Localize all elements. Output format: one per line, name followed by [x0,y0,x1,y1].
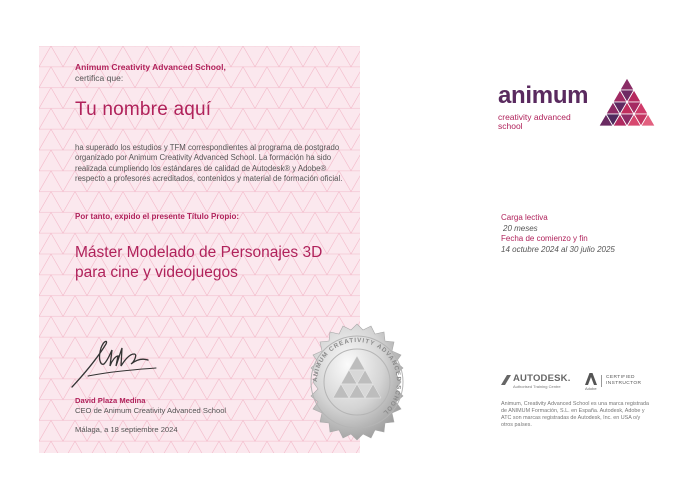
autodesk-icon [501,375,511,385]
signer-role: CEO de Animum Creativity Advanced School [75,405,227,415]
autodesk-name: AUTODESK. [513,373,571,384]
silver-seal [297,322,417,442]
signer-name: David Plaza Medina [75,396,146,405]
place-date: Málaga, a 18 septiembre 2024 [75,425,178,434]
logo-tagline [498,113,571,131]
partner-logos [501,373,651,395]
issuer-block [75,62,226,84]
signer-block [75,396,226,415]
triangle-logo-icon [598,78,656,130]
dates-label: Fecha de comienzo y fin [501,234,588,243]
expido-text: Por tanto, expido el presente Título Propio: [75,212,240,221]
signature [68,332,163,392]
autodesk-sub: Authorised Training Centre [513,384,561,389]
certified-line2: INSTRUCTOR [606,381,642,386]
certified-line1: CERTIFIED [606,375,635,380]
certificate-body-text: ha superado los estudios y TFM correspondientes al programa de postgrado organizado por Animum Creativity Advanced School. La formación ha sido realizada cumpliendo los estándares de calidad de Autodesk® y Adobe® respecto a profesores acreditados, contenidos y material de formación oficial. [75,143,343,183]
logo-wordmark: animum [498,82,589,109]
load-label: Carga lectiva [501,213,548,222]
dates-value: 14 octubre 2024 al 30 julio 2025 [501,244,615,254]
load-value: 20 meses [503,223,538,233]
recipient-name: Tu nombre aquí [75,99,212,120]
course-title: Máster Modelado de Personajes 3D para cine y videojuegos [75,244,323,281]
legal-notice: Animum, Creativity Advanced School es una marca registrada de ANIMUM Formación, S.L. en España. Autodesk, Adobe y ATC son marcas registradas de Autodesk, Inc. en USA o/y otros países. [501,401,650,428]
certified-instructor-badge [601,375,641,387]
issuer-certifies: certifica que: [75,73,124,83]
logo-tagline-line1: creativity advanced [498,112,571,122]
adobe-word: Adobe [585,386,597,391]
program-details [501,213,615,255]
seal-text: ANIMUM CREATIVITY ADVANCED SCHOOL [311,336,403,417]
animum-logo [498,78,658,138]
adobe-icon [585,373,597,385]
issuer-org: Animum Creativity Advanced School, [75,62,226,72]
logo-tagline-line2: school [498,121,523,131]
